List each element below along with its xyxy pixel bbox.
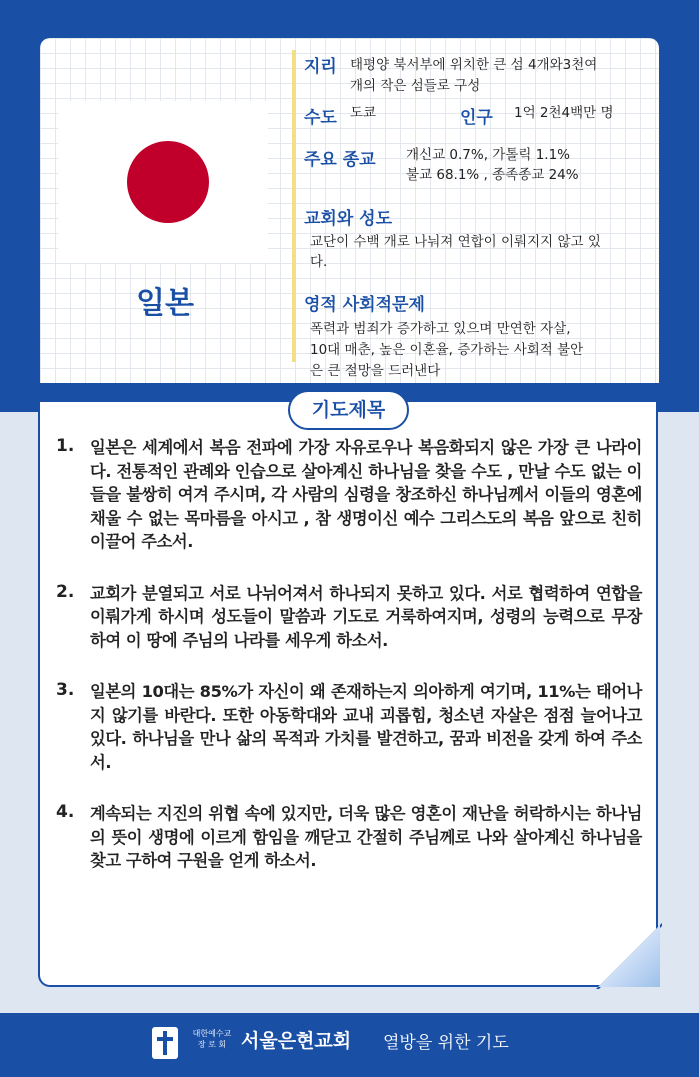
church-line-1: 교단이 수백 개로 나눠져 연합이 이뤄지지 않고 있 [310,234,601,250]
prayer-item [52,436,642,554]
prayer-text: 일본의 10대는 85%가 자신이 왜 존재하는지 의아하게 여기며, 11%는 태어나지 않기를 바란다. 또한 아동학대와 교내 괴롭힘, 청소년 자살은 점점 늘어나고 있다. 하나님을 만나 삶의 목적과 가치를 발견하고, 꿈과 비전을 갖게 하여 주소서. [90,682,642,772]
footer-subtitle: 열방을 위한 기도 [383,1033,509,1053]
religion-label: 주요 종교 [304,150,376,170]
church-name: 서울은현교회 [241,1030,352,1052]
capital-label: 수도 [304,108,337,128]
info-divider-line [292,50,296,362]
denomination-line-1: 대한예수교 [192,1029,232,1038]
prayer-item [52,582,642,653]
issues-line-3: 은 큰 절망을 드러낸다 [310,363,441,379]
church-label: 교회와 성도 [304,209,393,229]
cross-horizontal-bar [157,1037,173,1041]
prayer-number: 3. [56,680,75,700]
geography-line-1: 태평양 북서부에 위치한 큰 섬 4개와3천여 [350,57,598,73]
prayer-text: 계속되는 지진의 위협 속에 있지만, 더욱 많은 영혼이 재난을 허락하시는 하나님의 뜻이 생명에 이르게 함임을 깨닫고 간절히 주님께로 나와 살아계신 하나님을 찾고 구하여 구원을 얻게 하소서. [90,804,642,870]
cross-vertical-bar [163,1031,167,1055]
prayer-number: 2. [56,581,75,602]
issues-line-1: 폭력과 범죄가 증가하고 있으며 만연한 자살, [310,321,571,337]
flag-red-circle [127,141,209,223]
religion-line-1: 개신교 0.7%, 가톨릭 1.1% [406,147,571,163]
capital-value: 도쿄 [350,105,377,121]
issues-line-2: 10대 매춘, 높은 이혼율, 증가하는 사회적 불안 [310,342,584,358]
population-value: 1억 2천4백만 명 [514,105,614,121]
denomination-label [186,1028,238,1050]
church-cross-logo-icon [152,1027,178,1059]
geography-line-2: 개의 작은 섬들로 구성 [350,78,481,94]
prayer-item [52,802,642,873]
prayer-title: 기도제목 [288,390,409,430]
prayer-text: 교회가 분열되고 서로 나뉘어져서 하나되지 못하고 있다. 서로 협력하여 연합을 이뤄가게 하시며 성도들이 말씀과 기도로 거룩하여지며, 성령의 능력으로 무장하여 이 땅에 주님의 나라를 세우게 하소서. [90,583,642,650]
religion-line-2: 불교 68.1% , 종족종교 24% [406,167,579,183]
geography-label: 지리 [304,57,337,77]
church-line-2: 다. [310,254,328,270]
prayer-number: 4. [56,802,75,822]
prayer-item [52,680,642,774]
prayer-text: 일본은 세계에서 복음 전파에 가장 자유로우나 복음화되지 않은 가장 큰 나라이다. 전통적인 관례와 인습으로 살아계신 하나님을 찾을 수도 , 만날 수도 없는 이들을 불쌍히 여겨 주시며, 각 사람의 심령을 창조하신 하나님께서 이들의 영혼에 채울 수 없는 목마름을 아시고 , 참 생명이신 예수 그리스도의 복음 앞으로 친히 이끌어 주소서. [90,438,642,551]
japan-flag [58,101,268,263]
prayer-number: 1. [56,436,75,456]
issues-label: 영적 사회적문제 [304,295,425,315]
country-name: 일본 [136,286,194,321]
denomination-line-2: 장 로 회 [197,1040,227,1049]
population-label: 인구 [460,108,493,128]
prayer-list [52,436,642,901]
